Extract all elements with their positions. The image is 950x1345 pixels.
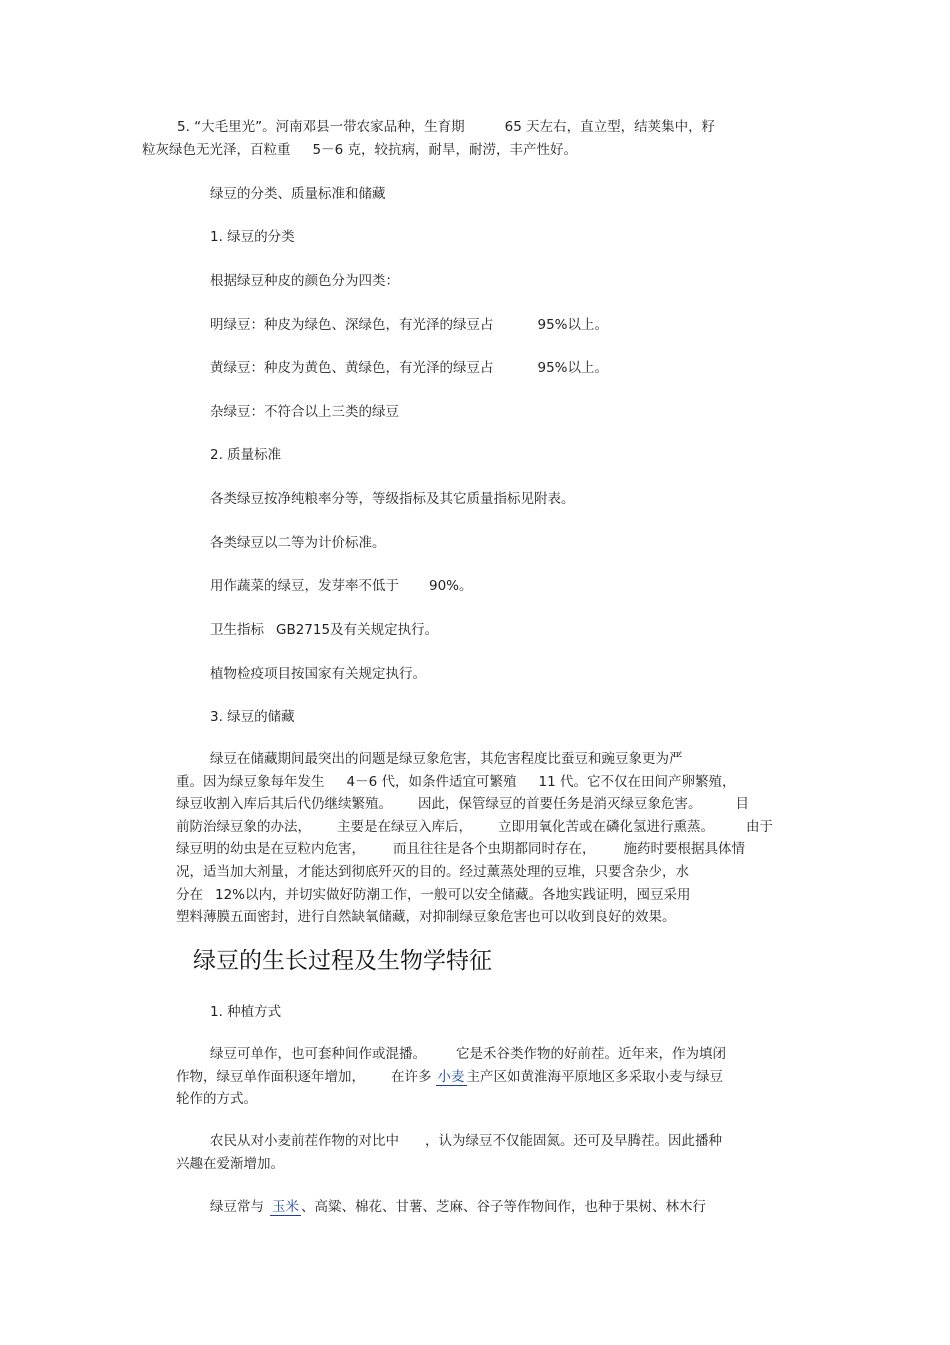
- variety-paragraph: [142, 116, 802, 161]
- text-span: 它是禾谷类作物的好前茬。近年来，作为填闭: [456, 1046, 726, 1062]
- text-span: 粒灰绿色无光泽，百粒重: [142, 141, 291, 158]
- paragraph-germination: [210, 575, 850, 598]
- text-span: 95%以上。: [537, 317, 609, 333]
- text-span: 在许多: [391, 1068, 432, 1085]
- paragraph-pricing: 各类绿豆以二等为计价标准。: [210, 535, 386, 551]
- text-line: 绿豆在储藏期间最突出的问题是绿豆象危害，其危害程度比蚕豆和豌豆象更为严: [210, 751, 683, 767]
- text-span: 90%。: [429, 578, 473, 594]
- text-span: 重。因为绿豆象每年发生: [176, 773, 325, 790]
- text-span: 明绿豆：种皮为绿色、深绿色，有光泽的绿豆占: [210, 317, 494, 333]
- text-span: 绿豆明的幼虫是在豆粒内危害，: [176, 841, 365, 858]
- paragraph-hygiene: [210, 619, 850, 642]
- text-span: 卫生指标: [210, 622, 264, 638]
- paragraph-quality-grades: 各类绿豆按净纯粮率分等，等级指标及其它质量指标见附表。: [210, 491, 575, 507]
- link-xiaomai[interactable]: 小麦: [437, 1068, 465, 1085]
- paragraph-za-lvdou: 杂绿豆：不符合以上三类的绿豆: [210, 404, 399, 420]
- text-span: 而且往往是各个虫期都同时存在，: [393, 841, 596, 858]
- text-span: 绿豆收割入库后其后代仍继续繁殖。: [176, 796, 392, 813]
- text-span: 黄绿豆：种皮为黄色、黄绿色，有光泽的绿豆占: [210, 360, 494, 376]
- text-span: 用作蔬菜的绿豆，发芽率不低于: [210, 578, 399, 594]
- text-span: 作物，绿豆单作面积逐年增加，: [176, 1068, 365, 1085]
- text-span: 立即用氧化苦或在磷化氢进行熏蒸。: [498, 818, 714, 835]
- text-line: 轮作的方式。: [176, 1091, 257, 1108]
- paragraph-four-types: 根据绿豆种皮的颜色分为四类：: [210, 273, 399, 289]
- text-line: 况，适当加大剂量，才能达到彻底歼灭的目的。经过薰蒸处理的豆堆，只要含杂少，水: [176, 863, 689, 880]
- text-span: 65 天左右，直立型，结荚集中，籽: [504, 119, 716, 135]
- storage-paragraph: [176, 748, 816, 929]
- link-yumi[interactable]: 玉米: [272, 1199, 299, 1215]
- text-span: 因此，保管绿豆的首要任务是消灭绿豆象危害。: [418, 796, 702, 813]
- text-span: GB2715及有关规定执行。: [276, 622, 439, 638]
- subheading-storage: 3. 绿豆的储藏: [210, 709, 295, 725]
- text-span: 由于: [746, 818, 773, 835]
- section-title: 绿豆的分类、质量标准和储藏: [210, 186, 386, 202]
- text-line: 兴趣在爱渐增加。: [176, 1155, 284, 1172]
- text-span: 施药时要根据具体情: [623, 841, 745, 858]
- text-span: 绿豆常与: [210, 1199, 264, 1215]
- text-span: 4－6 代，如条件适宜可繁殖: [346, 773, 517, 790]
- text-span: 12%以内，并切实做好防潮工作，一般可以安全储藏。各地实践证明，囤豆采用: [215, 886, 691, 903]
- intercrop-paragraph: [210, 1196, 850, 1219]
- text-span: 、高粱、棉花、甘薯、芝麻、谷子等作物间作，也种于果树、林木行: [301, 1199, 706, 1215]
- paragraph-quarantine: 植物检疫项目按国家有关规定执行。: [210, 666, 426, 682]
- text-span: 分在: [176, 886, 203, 903]
- text-span: 11 代。它不仅在田间产卵繁殖，: [538, 773, 736, 790]
- planting-paragraph: [176, 1043, 816, 1111]
- text-span: 主要是在绿豆入库后，: [337, 818, 472, 835]
- subheading-classification: 1. 绿豆的分类: [210, 229, 295, 245]
- page-heading: 绿豆的生长过程及生物学特征: [193, 948, 492, 974]
- text-span: 5. “大毛里光”。河南邓县一带农家品种，生育期: [177, 119, 465, 135]
- text-span: 前防治绿豆象的办法，: [176, 818, 311, 835]
- text-span: 5－6 克，较抗病，耐旱，耐涝，丰产性好。: [312, 141, 577, 158]
- text-span: 绿豆可单作，也可套种间作或混播。: [210, 1046, 426, 1062]
- subheading-quality: 2. 质量标准: [210, 447, 282, 463]
- text-span: 目: [735, 796, 749, 813]
- farmer-paragraph: [176, 1130, 816, 1175]
- paragraph-huang-lvdou: [210, 357, 850, 380]
- text-span: 主产区如黄淮海平原地区多采取小麦与绿豆: [466, 1068, 723, 1085]
- text-span: 95%以上。: [537, 360, 609, 376]
- paragraph-ming-lvdou: [210, 314, 850, 337]
- text-line: 塑料薄膜五面密封，进行自然缺氧储藏，对抑制绿豆象危害也可以收到良好的效果。: [176, 909, 676, 926]
- text-span: 农民从对小麦前茬作物的对比中: [210, 1133, 399, 1149]
- subheading-planting: 1. 种植方式: [210, 1004, 282, 1020]
- text-span: ，认为绿豆不仅能固氮。还可及早腾茬。因此播种: [425, 1133, 722, 1149]
